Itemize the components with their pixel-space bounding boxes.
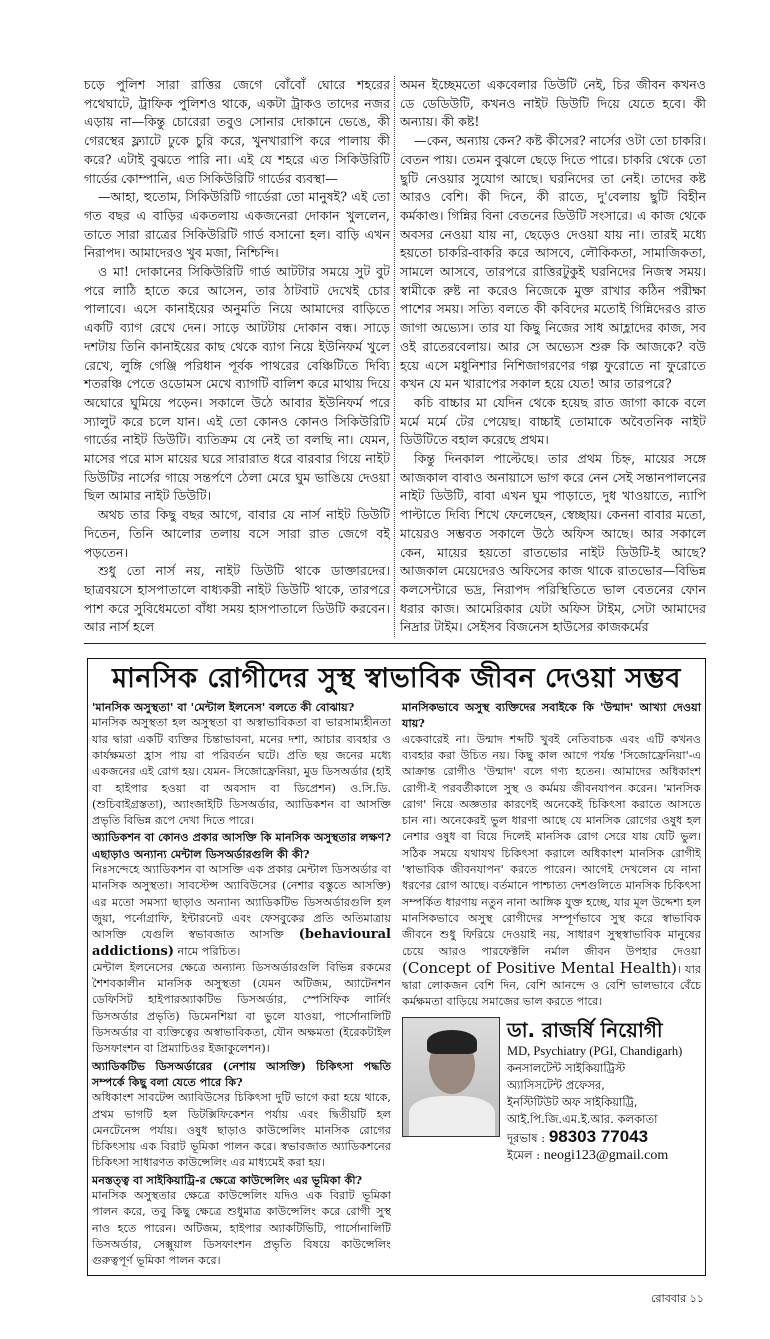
magazine-page: [84, 0, 706, 1339]
answer-text: নিঃসন্দেহে অ্যাডিকশন বা আসক্তি এক প্রকার মেন্টাল ডিসঅর্ডার বা মানসিক অসুস্থতা। সাবস্টেন্স অ্যাবিউসের (নেশার বস্তুতে আসক্তি) এর মতো সমস্যা ছাড়াও অন্যান্য অ্যাডিকটিভ ডিসঅর্ডারগুলি হল জুয়া, পর্নোগ্রাফি, ইন্টারনেট এবং ফেসবুকের প্রতি অতিমাত্রায় আসক্তি যেগুলি স্বভাবজাত আসক্তি: [92, 863, 391, 942]
advertorial-column-left: [92, 699, 391, 1269]
answer: মানসিক অসুস্থতার ক্ষেত্রে কাউন্সেলিং যদিও এক বিরাট ভূমিকা পালন করে, তবু কিছু ক্ষেত্রে শুধুমাত্র কাউন্সেলিং করে রোগী সুস্থ নাও হতে পারেন। অটিজম, হাইপার অ্যাকটিভিটি, পার্সোনালিটি ডিসঅর্ডার, সেক্সুয়াল ডিসফাংশন প্রভৃতি বিষয়ে কাউন্সেলিং গুরুত্বপূর্ণ ভূমিকা পালন করে।: [92, 1189, 391, 1268]
answer-text: নামে পরিচিত।: [174, 944, 241, 958]
answer-text: । যার দ্বারা লোকজন বেশি দিন, বেশি আনন্দে ও বেশি ভালভাবে বেঁচে কর্মক্ষমতা বাড়িয়ে সমাজের ভাল করতে পারে।: [402, 962, 701, 1009]
answer: [92, 862, 391, 960]
paragraph: ও মা! দোকানের সিকিউরিটি গার্ড আটটার সময়ে সুট বুট পরে লাঠি হাতে করে আসেন, তার ঠাটবাট দেখেই চোর পালাবে। এসে কানাইয়ের অনুমতি নিয়ে আমাদের বাড়িতে একটি ব্যাগ রেখে দেন। সাড়ে আটটায় দোকান বন্ধ। সাড়ে দশটায় তিনি কানাইয়ের কাছ থেকে ব্যাগ নিয়ে ইউনিফর্ম খুলে রেখে, লুঙ্গি গেঞ্জি পরিধান পূর্বক পাথরের বেঞ্চিটিতে দিব্যি শতরঞ্চি পেতে ওডোমস মেখে ব্যাগটি বালিশ করে মাথায় দিয়ে অঘোরে ঘুমিয়ে পড়েন। সকালে উঠে আবার ইউনিফর্ম পরে স্যালুট করে চলে যান। এই তো কোনও কোনও সিকিউরিটি গার্ডের নাইট ডিউটি। ব্যতিক্রম যে নেই তা বলছি না। যেমন, মাসের পরে মাস মায়ের ঘরে সারারাত ধরে বারবার গিয়ে নাইট ডিউটির নার্সের গায়ে সন্তর্পণে ঠেলা মেরে ঘুম ভাঙিয়ে দেওয়া ছিল আমার নাইট ডিউটি।: [84, 264, 390, 504]
email-label: ইমেল :: [507, 1147, 544, 1162]
paragraph: কিন্তু দিনকাল পাল্টেছে। তার প্রথম চিহ্ন, মায়ের সঙ্গে আজকাল বাবাও অনায়াসে ভাগ করে নেন সেই সন্তানপালনের নাইট ডিউটি, বাবা এখন ঘুম পাড়াতে, দুধ খাওয়াতে, ন্যাপি পাল্টাতে দিব্যি শিখে ফেলেছেন, স্বেচ্ছায়। কেননা বাবার মতো, মায়েরও সম্ভবত সকালে উঠে অফিস আছে। আর সকালে কেন, মায়ের হয়তো রাতভোর নাইট ডিউটি-ই আছে? আজকাল মেয়েদেরও অফিসের কাজ থাকে রাতভোর—বিভিন্ন কলসেন্টারে ভদ্র, নিরাপদ পরিস্থিতিতে ভাল বেতনের ফোন ধরার কাজ। আমেরিকার যেটা অফিস টাইম, সেটা আমাদের নিদ্রার টাইম। সেইসব বিজনেস হাউসের কাজকর্মের: [400, 451, 706, 635]
doctor-city: আই.পি.জি.এম.ই.আর. কলকাতা: [507, 1111, 658, 1126]
phone-number: 98303 77043: [548, 1126, 649, 1146]
advertorial-column-right: [402, 699, 701, 1164]
question: মনস্তত্ত্ব বা সাইকিয়াট্রি-র ক্ষেত্রে কাউন্সেলিং এর ভূমিকা কী?: [92, 1172, 363, 1187]
doctor-institute: ইনস্টিটিউট অফ সাইকিয়াট্রি,: [507, 1094, 638, 1109]
phone-label: দূরভাষ :: [507, 1130, 549, 1145]
doctor-role: কনসালটেন্ট সাইকিয়াট্রিস্ট: [507, 1060, 626, 1075]
doctor-info: [507, 1017, 701, 1164]
answer: মেন্টাল ইলনেসের ক্ষেত্রে অন্যান্য ডিসঅর্ডারগুলি বিভিন্ন রকমের শৈশবকালীন মানসিক অসুস্থতা (যেমন অটিজম, অ্যাটেনশন ডেফিসিট হাইপারঅ্যাকটিভ ডিসঅর্ডার, স্পেসিফিক লার্নিং ডিসঅর্ডার প্রভৃতি) ডিমেনশিয়া বা ভুলে যাওয়া, পার্সোনালিটি ডিসঅর্ডার বা ব্যক্তিত্বের অস্বাভাবিকতা, যৌন অক্ষমতা (ইরেকটাইল ডিসফাংশন বা প্রিম্যাচিওর ইজাকুলেশন)।: [92, 960, 391, 1056]
question: মানসিকভাবে অসুস্থ ব্যক্তিদের সবাইকে কি 'উন্মাদ' আখ্যা দেওয়া যায়?: [402, 700, 701, 731]
doctor-degree: MD, Psychiatry (PGI, Chandigarh): [507, 1043, 683, 1058]
paragraph: চড়ে পুলিশ সারা রাত্তির জেগে বোঁবোঁ ঘোরে শহরের পথেঘাটে, ট্রাফিক পুলিশও থাকে, একটা ট্রাকও তাদের নজর এড়ায় না—কিন্তু চোরেরা তবুও সোনার দোকানে ভেঙে, কী গেরস্থের ফ্ল্যাটে ঢুকে চুরি করে, খুনখারাপি করে পালায় কী করে? এটাই বুঝতে পারি না। এই যে শহরে এত সিকিউরিটি গার্ডের কোম্পানি, এত সিকিউরিটি গার্ডের ব্যবস্থা—: [84, 77, 390, 186]
answer-text: একেবারেই না। উন্মাদ শব্দটি খুবই নেতিবাচক এবং এটি কখনও ব্যবহার করা উচিত নয়। কিছু কাল আগে পর্যন্ত 'সিজোফ্রেনিয়া'-এ আক্রান্ত রোগীও 'উন্মাদ' বলে গণ্য হতেন। আমাদের অধিকাংশ রোগী-ই পরবর্তীকালে সুস্থ ও কর্মময় জীবনযাপন করেন। 'মানসিক রোগ' নিয়ে অজ্ঞতার কারণেই অনেকেই চিকিৎসা করাতে আসতে চান না। অনেকেরই ভুল ধারণা আছে যে মানসিক রোগের ওষুধ হল নেশার ওষুধ বা বিয়ে দিলেই মানসিক রোগ সেরে যায় যেটি ভুল। সঠিক সময়ে যথাযথ চিকিৎসা করালে অধিকাংশ মানসিক রোগীই 'স্বাভাবিক জীবনযাপন' করতে পারেন। আগেই দেখলেন যে নানা ধরণের রোগ আছে। বর্তমানে পাশ্চাত্য দেশগুলিতে মানসিক চিকিৎসা সম্পর্কিত ধারণায় নতুন নানা আঙ্গিক যুক্ত হচ্ছে, যার মূল উদ্দেশ্য হল মানসিকভাবে অসুস্থ রোগীদের সম্পূর্ণভাবে সুস্থ করে স্বাভাবিক জীবনে শুধু ফিরিয়ে দেওয়াই নয়, সাধারণ সুস্থস্বাভাবিক মানুষের চেয়ে আরও পারফেক্টলি নর্মাল জীবন উপহার দেওয়া: [402, 732, 701, 958]
article-column-left: [84, 76, 394, 637]
doctor-photo: [402, 1017, 500, 1137]
question: অ্যাডিকটিভ ডিসঅর্ডারের (নেশায় আসক্তি) চিকিৎসা পদ্ধতি সম্পর্কে কিছু বলা যেতে পারে কি?: [92, 1058, 391, 1089]
paragraph: কচি বাচ্চার মা যেদিন থেকে হয়েছ রাত জাগা কাকে বলে মর্মে মর্মে টের পেয়েছ। বাচ্চাই তোমাকে অবৈতনিক নাইট ডিউটিতে বহাল করেছে প্রথম।: [400, 394, 706, 448]
article-column-right: [395, 76, 706, 637]
doctor-block: [402, 1017, 701, 1164]
paragraph: শুধু তো নার্স নয়, নাইট ডিউটি থাকে ডাক্তারদের। ছাত্রবয়সে হাসপাতালে বাধ্যকরী নাইট ডিউটি থাকে, তারপরে পাশ করে সুবিধেমতো বাঁধা সময় হাসপাতালে ডিউটি করবেন। আর নার্স হলে: [84, 563, 390, 635]
email-address: neogi123@gmail.com: [543, 1147, 669, 1163]
doctor-phone: [507, 1128, 701, 1147]
advertorial-box: [87, 658, 706, 1276]
paragraph: —কেন, অন্যায় কেন? কষ্ট কীসের? নার্সের ওটা তো চাকরি। বেতন পায়। তেমন বুঝলে ছেড়ে দিতে পারে। চাকরি থেকে তো ছুটি নেওয়ার সুযোগ আছে। ঘরনিদের তা নেই। তাদের কষ্ট আরও বেশি। কী দিনে, কী রাতে, দু'বেলায় ছুটি বিহীন কর্মকাণ্ড। গিন্নির বিনা বেতনের ডিউটি সংসারে। এ কাজ থেকে অবসর নেওয়া যায় না, ছেড়েও দেওয়া যায় না। তারই মধ্যে হয়তো চাকরি-বাকরি করে আসবে, লৌকিকতা, সামাজিকতা, সামলে আসবে, তারপরে রাত্তিরটুকুই ঘরনিদের নিজস্ব সময়। স্বামীকে রুষ্ট না করেও নিজেকে মুক্ত রাখার কঠিন পরীক্ষা পাশের সময়। সত্যি বলতে কী কবিদের মতোই গিন্নিদেরও রাত জাগা অভ্যেস। তার যা কিছু নিজের সাধ আহ্লাদের কাজ, সব ওই রাতেরবেলায়। আর সে অভ্যেস শুরু কি আজকে? বউ হয়ে এসে মধুনিশার নিশিজাগরণের গল্প ফুরোতে না ফুরোতে কখন যে মন খারাপের সকাল হয়ে যেত! আর তারপরে?: [400, 133, 706, 392]
question: অ্যাডিকশন বা কোনও প্রকার আসক্তি কি মানসিক অসুস্থতার লক্ষণ? এছাড়াও অন্যান্য মেন্টাল ডিসঅর্ডারগুলি কী কী?: [92, 830, 391, 861]
question: 'মানসিক অসুস্থতা' বা 'মেন্টাল ইলনেস' বলতে কী বোঝায়?: [92, 700, 355, 715]
doctor-email: [507, 1147, 701, 1164]
answer: মানসিক অসুস্থতা হল অসুস্থতা বা অস্বাভাবিকতা বা ভারসাম্যহীনতা যার দ্বারা একটি ব্যক্তির চিন্তাভাবনা, মনের দশা, আচার ব্যবহার ও কার্যক্ষমতা হ্রাস পায় বা পরিবর্তন ঘটে। প্রতি ছয় জনের মধ্যে একজনের এই রোগ হয়। যেমন- সিজোফ্রেনিয়া, মুড ডিসঅর্ডার (হাই বা হাইপার হওয়া বা অবসাদ বা ডিপ্রেশন) ও.সি.ডি. (শুচিবাইগ্রস্ততা), অ্যাংজাইটি ডিসঅর্ডার, অ্যাডিকশন বা আসক্তি প্রভৃতি বিভিন্ন রূপে দেখা দিতে পারে।: [92, 716, 391, 828]
advertorial-columns: [92, 699, 701, 1269]
paragraph: —আহা, হুতোম, সিকিউরিটি গার্ডেরা তো মানুষই? এই তো গত বছর এ বাড়ির একতলায় একজনেরা দোকান খুললেন, তাতে সারা রাত্রের সিকিউরিটি গার্ড বসানো হল। বাড়ি এখন নিরাপদ। আমাদেরও খুব মজা, নিশ্চিন্দি।: [84, 189, 390, 261]
doctor-name: ডা. রাজর্ষি নিয়োগী: [507, 1017, 663, 1042]
answer: [402, 732, 701, 1011]
doctor-post: অ্যাসিসটেন্ট প্রফেসর,: [507, 1077, 605, 1092]
section-divider: [84, 643, 706, 644]
paragraph: অমন ইচ্ছেমতো একবেলার ডিউটি নেই, চির জীবন কখনও ডে ডেডিউটি, কখনও নাইট ডিউটি দিয়ে যেতে হবে। কী অন্যায়। কী কষ্ট!: [400, 77, 706, 130]
advertorial-title: মানসিক রোগীদের সুস্থ স্বাভাবিক জীবন দেওয়া সম্ভব: [112, 663, 681, 695]
page-footer: রোববার ১১: [651, 1292, 704, 1306]
answer-english-term: (behavioural addictions): [92, 927, 391, 959]
article: [84, 76, 706, 637]
answer-english-term: (Concept of Positive Mental Health): [402, 958, 677, 977]
answer: অধিকাংশ সাবটেন্স অ্যাবিউসের চিকিৎসা দুটি ভাগে করা হয়ে থাকে, প্রথম ভাগটি হল ডিটক্সিফিকেশন পর্যায় এবং দ্বিতীয়টি হল মেনটেনেন্স পর্যায়। ওষুধ ছাড়াও কাউন্সেলিং মানসিক রোগের চিকিৎসায় এক বিরাট ভূমিকা পালন করে। স্বভাবজাত অ্যাডিকশনের চিকিৎসা সাধারণত কাউন্সেলিং এর মাধ্যমেই করা হয়।: [92, 1091, 391, 1170]
paragraph: অথচ তার কিছু বছর আগে, বাবার যে নার্স নাইট ডিউটি দিতেন, তিনি আলোর তলায় বসে সারা রাত জেগে বই পড়তেন।: [84, 507, 390, 560]
